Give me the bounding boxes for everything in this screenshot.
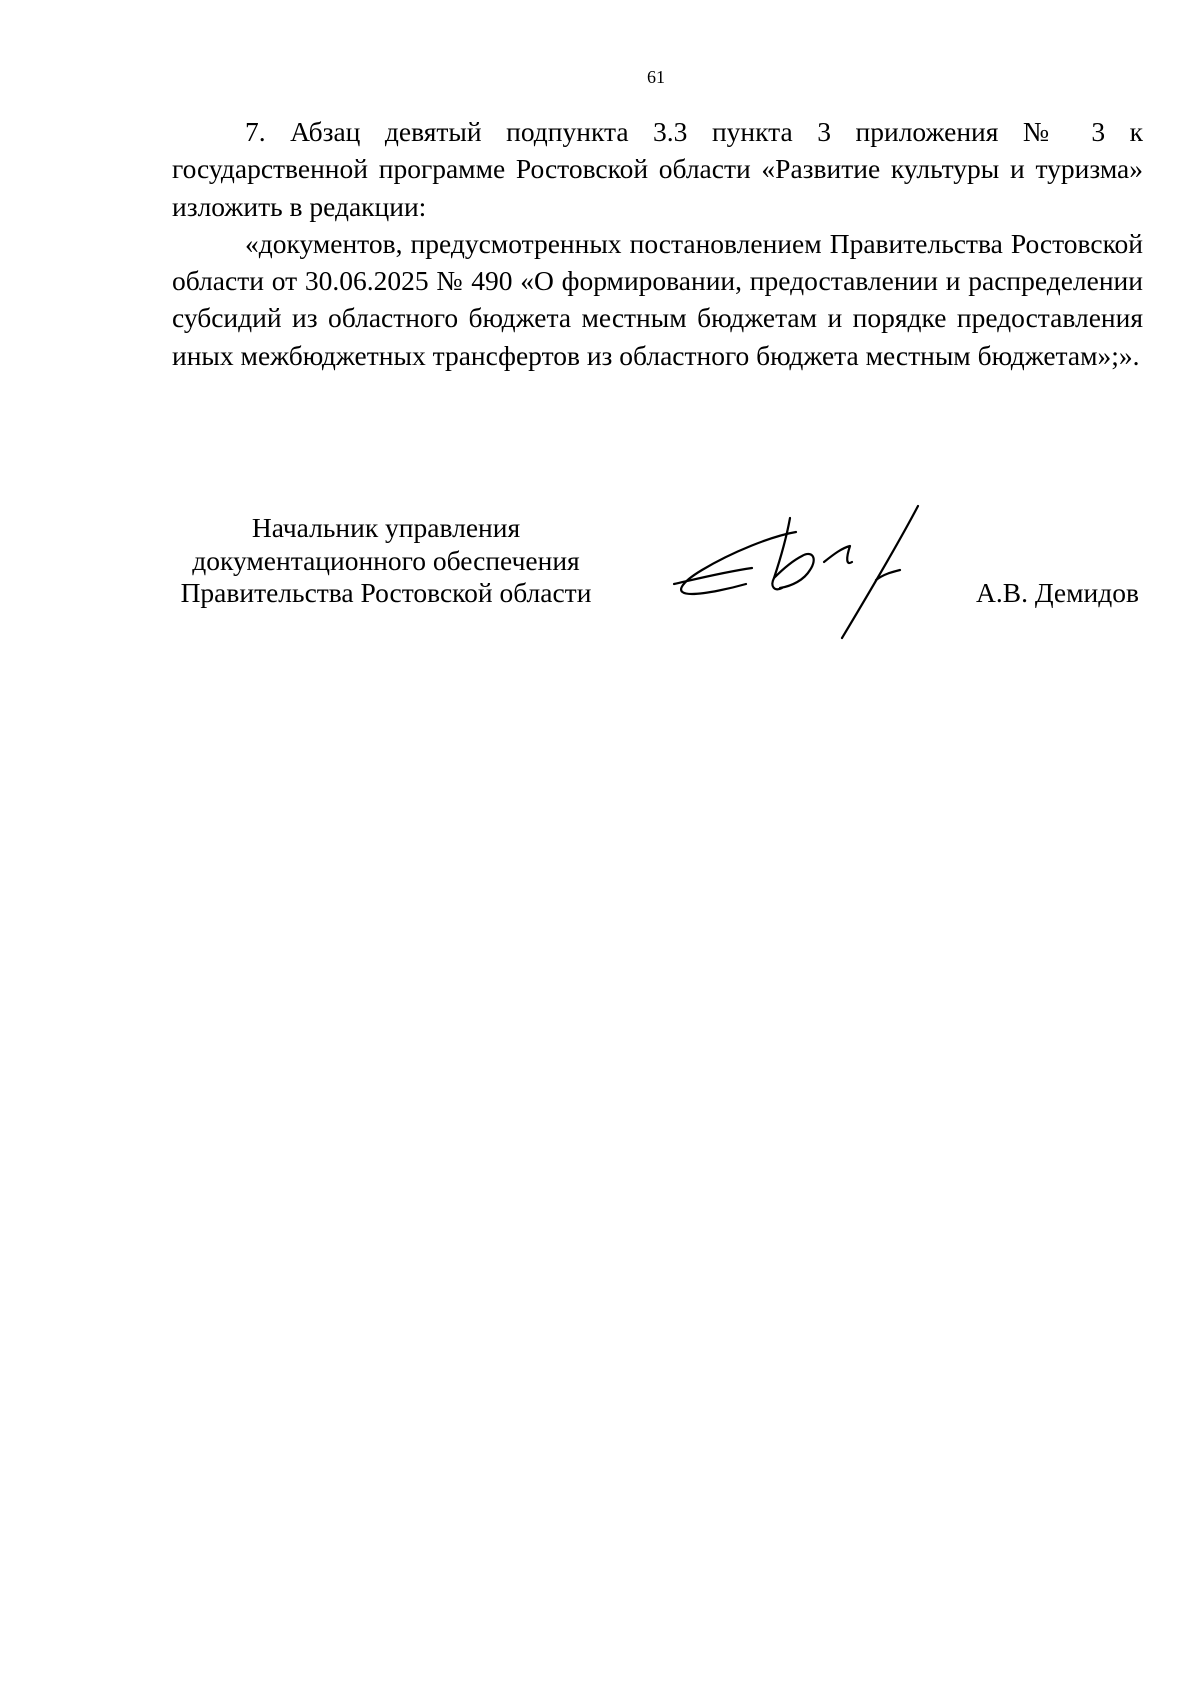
- document-body: [172, 113, 1143, 374]
- paragraph-amendment-text: «документов, предусмотренных постановлением Правительства Ростовской области от 30.06.2025 № 490 «О формировании, предоставлении и распределении субсидий из областного бюджета местным бюджетам и порядке предоставления иных межбюджетных трансфертов из областного бюджета местным бюджетам»;».: [172, 227, 1143, 371]
- paragraph-amendment-instruction: 7. Абзац девятый подпункта 3.3 пункта 3 приложения № 3 к государственной программе Ростовской области «Развитие культуры и туризма» изложить в редакции:: [172, 116, 1143, 222]
- signatory-position-line: документационного обеспечения: [192, 544, 580, 576]
- page-number: 61: [647, 67, 665, 87]
- signatory-position-line: Правительства Ростовской области: [180, 577, 592, 608]
- handwritten-signature: [662, 488, 942, 640]
- signatory-position-line: Начальник управления: [251, 512, 521, 543]
- signatory-position: [172, 512, 600, 610]
- signature-block: [172, 512, 1143, 662]
- signatory-name: А.В. Демидов: [976, 577, 1139, 608]
